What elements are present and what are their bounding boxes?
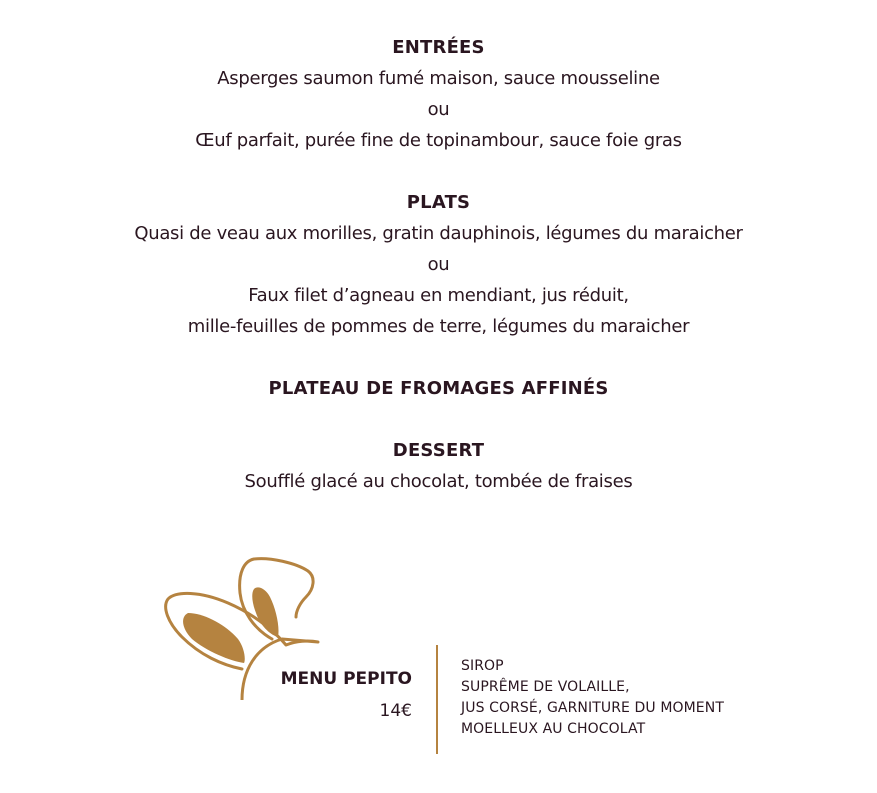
section-dessert: [0, 435, 877, 497]
dish-line: Asperges saumon fumé maison, sauce mousseline: [217, 68, 660, 89]
or-separator: ou: [427, 99, 450, 120]
kids-menu-items: [461, 656, 724, 740]
kids-menu-item: MOELLEUX AU CHOCOLAT: [461, 721, 646, 737]
section-heading: PLATS: [406, 192, 471, 213]
dish-line: Faux filet d’agneau en mendiant, jus réduit,: [248, 285, 629, 306]
section-heading: PLATEAU DE FROMAGES AFFINÉS: [268, 378, 609, 399]
kids-menu-item: SUPRÊME DE VOLAILLE,: [461, 679, 630, 695]
dish-line: Œuf parfait, purée fine de topinambour, sauce foie gras: [195, 130, 682, 151]
section-entrees: [0, 32, 877, 156]
kids-menu-item: SIROP: [461, 658, 504, 674]
dish-line: Soufflé glacé au chocolat, tombée de fraises: [244, 471, 633, 492]
or-separator: ou: [427, 254, 450, 275]
kids-menu-price: 14€: [379, 701, 412, 721]
kids-menu-item: JUS CORSÉ, GARNITURE DU MOMENT: [461, 700, 724, 716]
section-heading: ENTRÉES: [392, 37, 485, 58]
dish-line: mille-feuilles de pommes de terre, légumes du maraicher: [187, 316, 690, 337]
menu-body: [0, 32, 877, 497]
section-fromages: [0, 373, 877, 404]
section-heading: DESSERT: [392, 440, 485, 461]
dish-line: Quasi de veau aux morilles, gratin dauphinois, légumes du maraicher: [134, 223, 743, 244]
kids-menu-title: MENU PEPITO: [280, 669, 412, 689]
divider: [436, 645, 438, 754]
section-plats: [0, 187, 877, 342]
